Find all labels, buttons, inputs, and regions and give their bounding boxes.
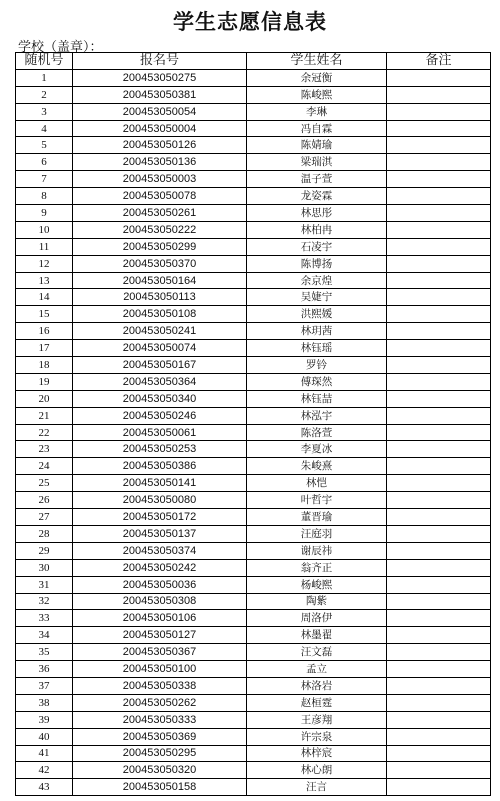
student-name-cell: 林梓宸 [247,745,387,762]
remarks-cell [387,255,491,272]
school-stamp-label: 学校（盖章）： [18,40,103,55]
student-name-cell: 汪文磊 [247,644,387,661]
remarks-cell [387,694,491,711]
table-row [16,171,491,188]
student-name-cell: 赵桓霆 [247,694,387,711]
random-number-cell: 4 [16,120,73,137]
remarks-cell [387,542,491,559]
random-number-cell: 17 [16,340,73,357]
remarks-cell [387,306,491,323]
remarks-cell [387,745,491,762]
student-name-cell: 王彦翔 [247,711,387,728]
registration-number-cell: 200453050036 [73,576,247,593]
registration-number-cell: 200453050003 [73,171,247,188]
remarks-cell [387,424,491,441]
remarks-cell [387,728,491,745]
student-name-cell: 陈峻熙 [247,86,387,103]
random-number-cell: 23 [16,441,73,458]
registration-number-cell: 200453050080 [73,492,247,509]
registration-number-cell: 200453050308 [73,593,247,610]
registration-number-cell: 200453050106 [73,610,247,627]
registration-number-cell: 200453050167 [73,357,247,374]
table-row [16,390,491,407]
remarks-cell [387,458,491,475]
registration-number-cell: 200453050364 [73,373,247,390]
random-number-cell: 15 [16,306,73,323]
table-row [16,627,491,644]
student-name-cell: 杨峻熙 [247,576,387,593]
student-name-cell: 林柏冉 [247,221,387,238]
student-name-cell: 石凌宇 [247,238,387,255]
table-row [16,525,491,542]
student-name-cell: 吴婕宁 [247,289,387,306]
registration-number-cell: 200453050141 [73,475,247,492]
registration-number-cell: 200453050369 [73,728,247,745]
student-roster-table [15,52,491,796]
remarks-cell [387,627,491,644]
student-name-cell: 陈洛萱 [247,424,387,441]
registration-number-cell: 200453050127 [73,627,247,644]
table-row [16,103,491,120]
table-row [16,475,491,492]
table-row [16,458,491,475]
random-number-cell: 30 [16,559,73,576]
random-number-cell: 8 [16,188,73,205]
student-name-cell: 翁齐正 [247,559,387,576]
student-name-cell: 孟立 [247,661,387,678]
random-number-cell: 14 [16,289,73,306]
remarks-cell [387,390,491,407]
table-row [16,69,491,86]
student-name-cell: 冯自霖 [247,120,387,137]
student-name-cell: 许宗泉 [247,728,387,745]
student-name-cell: 汪庭羽 [247,525,387,542]
random-number-cell: 24 [16,458,73,475]
registration-number-cell: 200453050078 [73,188,247,205]
registration-number-cell: 200453050158 [73,779,247,796]
student-name-cell: 陈博扬 [247,255,387,272]
table-row [16,728,491,745]
table-row [16,509,491,526]
registration-number-cell: 200453050262 [73,694,247,711]
student-name-cell: 洪熙媛 [247,306,387,323]
remarks-cell [387,441,491,458]
student-name-cell: 林心朗 [247,762,387,779]
random-number-cell: 42 [16,762,73,779]
registration-number-cell: 200453050340 [73,390,247,407]
remarks-cell [387,525,491,542]
table-body [16,69,491,795]
random-number-cell: 7 [16,171,73,188]
remarks-cell [387,289,491,306]
random-number-cell: 29 [16,542,73,559]
table-row [16,137,491,154]
remarks-cell [387,272,491,289]
table-row [16,661,491,678]
random-number-cell: 28 [16,525,73,542]
table-row [16,238,491,255]
student-name-cell: 林墨翟 [247,627,387,644]
remarks-cell [387,509,491,526]
random-number-cell: 37 [16,677,73,694]
random-number-cell: 18 [16,357,73,374]
remarks-cell [387,492,491,509]
table-row [16,762,491,779]
student-name-cell: 李琳 [247,103,387,120]
registration-number-cell: 200453050367 [73,644,247,661]
random-number-cell: 33 [16,610,73,627]
registration-number-cell: 200453050370 [73,255,247,272]
random-number-cell: 39 [16,711,73,728]
remarks-cell [387,120,491,137]
random-number-cell: 19 [16,373,73,390]
remarks-cell [387,475,491,492]
registration-number-cell: 200453050295 [73,745,247,762]
remarks-cell [387,171,491,188]
registration-number-cell: 200453050222 [73,221,247,238]
registration-number-cell: 200453050137 [73,525,247,542]
table-row [16,492,491,509]
table-header-row [16,53,491,70]
table-row [16,610,491,627]
registration-number-cell: 200453050061 [73,424,247,441]
page-title: 学生志愿信息表 [173,10,327,34]
registration-number-cell: 200453050100 [73,661,247,678]
table-row [16,373,491,390]
random-number-cell: 20 [16,390,73,407]
table-row [16,205,491,222]
registration-number-cell: 200453050108 [73,306,247,323]
random-number-cell: 11 [16,238,73,255]
random-number-cell: 16 [16,323,73,340]
table-row [16,593,491,610]
student-name-cell: 叶哲宇 [247,492,387,509]
student-name-cell: 林玥茜 [247,323,387,340]
student-name-cell: 余京煌 [247,272,387,289]
random-number-cell: 5 [16,137,73,154]
registration-number-cell: 200453050126 [73,137,247,154]
student-name-cell: 汪言 [247,779,387,796]
remarks-cell [387,373,491,390]
registration-number-cell: 200453050113 [73,289,247,306]
student-name-cell: 余冠衡 [247,69,387,86]
table-row [16,221,491,238]
table-row [16,154,491,171]
student-name-cell: 温子萱 [247,171,387,188]
table-row [16,120,491,137]
table-row [16,424,491,441]
random-number-cell: 40 [16,728,73,745]
registration-number-cell: 200453050246 [73,407,247,424]
random-number-cell: 32 [16,593,73,610]
registration-number-cell: 200453050333 [73,711,247,728]
student-name-cell: 林钰喆 [247,390,387,407]
random-number-cell: 9 [16,205,73,222]
registration-number-cell: 200453050320 [73,762,247,779]
registration-number-cell: 200453050381 [73,86,247,103]
remarks-cell [387,559,491,576]
remarks-cell [387,69,491,86]
table-row [16,745,491,762]
remarks-cell [387,103,491,120]
student-name-cell: 林钰瑶 [247,340,387,357]
student-name-cell: 林洛岩 [247,677,387,694]
remarks-cell [387,340,491,357]
table-row [16,255,491,272]
remarks-cell [387,407,491,424]
random-number-cell: 34 [16,627,73,644]
table-row [16,272,491,289]
table-row [16,644,491,661]
remarks-cell [387,661,491,678]
random-number-cell: 1 [16,69,73,86]
header-student-name: 学生姓名 [247,53,387,70]
random-number-cell: 10 [16,221,73,238]
table-row [16,694,491,711]
remarks-cell [387,86,491,103]
student-name-cell: 陈婧瑜 [247,137,387,154]
registration-number-cell: 200453050136 [73,154,247,171]
student-name-cell: 梁瑞淇 [247,154,387,171]
table-row [16,576,491,593]
remarks-cell [387,154,491,171]
student-name-cell: 林恺 [247,475,387,492]
random-number-cell: 21 [16,407,73,424]
table-row [16,306,491,323]
remarks-cell [387,610,491,627]
random-number-cell: 27 [16,509,73,526]
table-row [16,289,491,306]
remarks-cell [387,238,491,255]
registration-number-cell: 200453050374 [73,542,247,559]
table-row [16,677,491,694]
random-number-cell: 13 [16,272,73,289]
remarks-cell [387,762,491,779]
student-name-cell: 林泓宇 [247,407,387,424]
remarks-cell [387,323,491,340]
table-row [16,188,491,205]
registration-number-cell: 200453050164 [73,272,247,289]
registration-number-cell: 200453050386 [73,458,247,475]
table-row [16,323,491,340]
student-name-cell: 傅琛然 [247,373,387,390]
student-name-cell: 陶紫 [247,593,387,610]
student-name-cell: 李夏冰 [247,441,387,458]
student-name-cell: 龙姿霖 [247,188,387,205]
registration-number-cell: 200453050275 [73,69,247,86]
remarks-cell [387,188,491,205]
header-registration-number: 报名号 [73,53,247,70]
random-number-cell: 35 [16,644,73,661]
random-number-cell: 43 [16,779,73,796]
random-number-cell: 36 [16,661,73,678]
registration-number-cell: 200453050261 [73,205,247,222]
random-number-cell: 22 [16,424,73,441]
remarks-cell [387,677,491,694]
table-row [16,407,491,424]
header-remarks: 备注 [387,53,491,70]
remarks-cell [387,576,491,593]
table-row [16,779,491,796]
registration-number-cell: 200453050253 [73,441,247,458]
remarks-cell [387,779,491,796]
registration-number-cell: 200453050241 [73,323,247,340]
remarks-cell [387,644,491,661]
registration-number-cell: 200453050054 [73,103,247,120]
remarks-cell [387,711,491,728]
table-row [16,441,491,458]
random-number-cell: 25 [16,475,73,492]
random-number-cell: 2 [16,86,73,103]
registration-number-cell: 200453050004 [73,120,247,137]
registration-number-cell: 200453050074 [73,340,247,357]
remarks-cell [387,357,491,374]
registration-number-cell: 200453050338 [73,677,247,694]
registration-number-cell: 200453050242 [73,559,247,576]
table-row [16,559,491,576]
registration-number-cell: 200453050299 [73,238,247,255]
random-number-cell: 41 [16,745,73,762]
table-row [16,86,491,103]
student-name-cell: 林思彤 [247,205,387,222]
remarks-cell [387,221,491,238]
student-name-cell: 朱峻熹 [247,458,387,475]
registration-number-cell: 200453050172 [73,509,247,526]
random-number-cell: 31 [16,576,73,593]
table-row [16,340,491,357]
table-row [16,357,491,374]
student-name-cell: 周洛伊 [247,610,387,627]
remarks-cell [387,137,491,154]
table-row [16,542,491,559]
remarks-cell [387,205,491,222]
student-name-cell: 谢辰祎 [247,542,387,559]
random-number-cell: 12 [16,255,73,272]
student-name-cell: 董晋瑜 [247,509,387,526]
random-number-cell: 6 [16,154,73,171]
table-row [16,711,491,728]
student-name-cell: 罗钤 [247,357,387,374]
header-random-number: 随机号 [16,53,73,70]
remarks-cell [387,593,491,610]
random-number-cell: 26 [16,492,73,509]
random-number-cell: 38 [16,694,73,711]
random-number-cell: 3 [16,103,73,120]
